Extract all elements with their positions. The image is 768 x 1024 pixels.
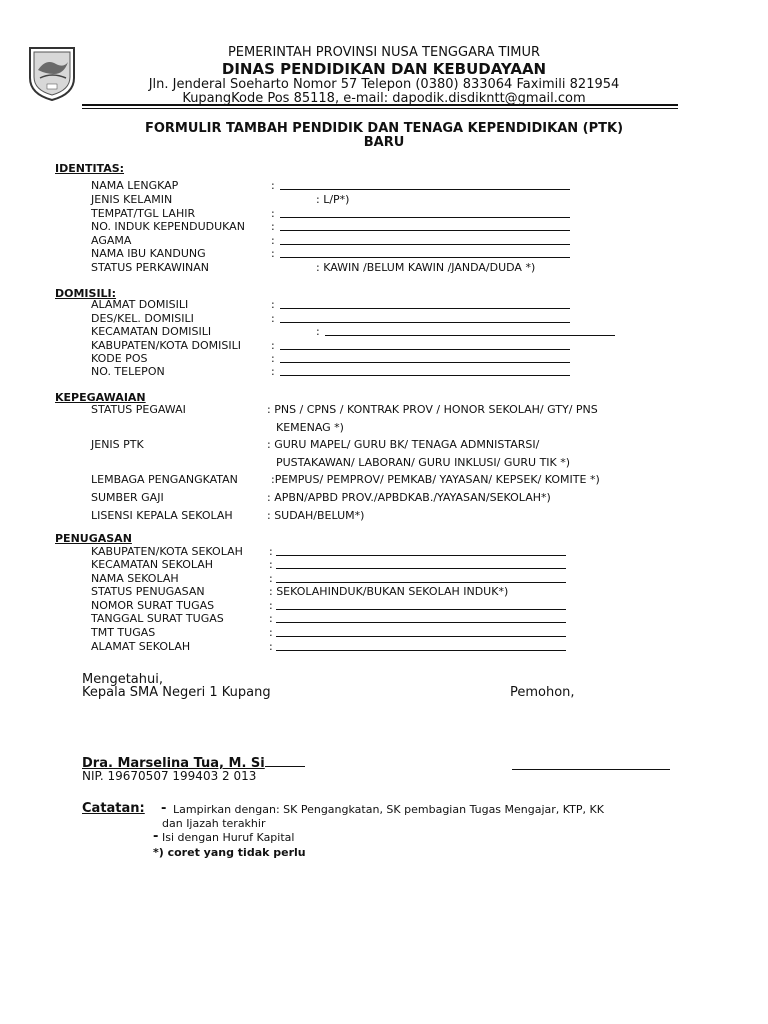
label-alamat-domisili: ALAMAT DOMISILI [91,298,189,311]
catatan-item3: *) coret yang tidak perlu [153,846,306,859]
value-lembaga-pengangkatan[interactable]: :PEMPUS/ PEMPROV/ PEMKAB/ YAYASAN/ KEPSEK/ KOMITE *) [271,473,600,486]
value-lisensi-kepala-sekolah[interactable]: : SUDAH/BELUM*) [267,509,365,522]
value-jenis-ptk-cont[interactable]: PUSTAKAWAN/ LABORAN/ GURU INKLUSI/ GURU TIK *) [276,456,571,469]
label-nik: NO. INDUK KEPENDUDUKAN [91,220,245,233]
label-tempat-tgl-lahir: TEMPAT/TGL LAHIR [91,207,196,220]
catatan-item2: Isi dengan Huruf Kapital [162,831,295,844]
header-rule-thin [82,108,678,109]
label-tmt-tugas: TMT TUGAS [91,626,156,639]
colon: : [269,545,273,558]
form-title-line1: FORMULIR TAMBAH PENDIDIK DAN TENAGA KEPENDIDIKAN (PTK) [144,121,624,136]
colon: : [271,312,275,325]
colon: : [316,325,320,338]
value-status-pegawai-cont[interactable]: KEMENAG *) [276,421,344,434]
section-domisili-heading: DOMISILI: [55,287,117,300]
field-kecamatan-sekolah[interactable] [276,558,566,569]
label-alamat-sekolah: ALAMAT SEKOLAH [91,640,191,653]
mengetahui-label: Mengetahui, [82,672,163,687]
header-government: PEMERINTAH PROVINSI NUSA TENGGARA TIMUR [227,45,541,60]
field-telepon[interactable] [280,365,570,376]
label-nomor-surat-tugas: NOMOR SURAT TUGAS [91,599,215,612]
field-nik[interactable] [280,220,570,231]
field-kabupaten-sekolah[interactable] [276,545,566,556]
pemohon-label: Pemohon, [510,685,575,700]
colon: : [269,612,273,625]
label-status-perkawinan: STATUS PERKAWINAN [91,261,210,274]
field-tanggal-surat-tugas[interactable] [276,612,566,623]
field-alamat-sekolah[interactable] [276,640,566,651]
section-identitas-heading: IDENTITAS: [55,162,125,175]
catatan-dash: - [161,801,167,816]
label-kecamatan-domisili: KECAMATAN DOMISILI [91,325,212,338]
colon: : [269,626,273,639]
value-sumber-gaji[interactable]: : APBN/APBD PROV./APBDKAB./YAYASAN/SEKOLAH*) [267,491,551,504]
header-address: Jln. Jenderal Soeharto Nomor 57 Telepon (0380) 833064 Faximili 821954 [148,77,620,92]
colon: : [269,558,273,571]
field-nama-ibu[interactable] [280,247,570,258]
label-lisensi-kepala-sekolah: LISENSI KEPALA SEKOLAH [91,509,233,522]
header-rule-thick [82,104,678,106]
colon: : [271,179,275,192]
value-jenis-kelamin[interactable]: : L/P*) [316,193,350,206]
value-status-perkawinan[interactable]: : KAWIN /BELUM KAWIN /JANDA/DUDA *) [316,261,536,274]
colon: : [271,339,275,352]
colon: : [269,640,273,653]
field-kode-pos[interactable] [280,352,570,363]
field-alamat-domisili[interactable] [280,298,570,309]
colon: : [271,365,275,378]
colon: : [269,572,273,585]
field-kabupaten-domisili[interactable] [280,339,570,350]
header-contact: KupangKode Pos 85118, e-mail: dapodik.disdikntt@gmail.com [182,91,586,106]
pemohon-signature-line[interactable] [512,759,670,770]
field-tmt-tugas[interactable] [276,626,566,637]
value-status-penugasan[interactable]: : SEKOLAHINDUK/BUKAN SEKOLAH INDUK*) [269,585,509,598]
colon: : [271,234,275,247]
label-nama-lengkap: NAMA LENGKAP [91,179,179,192]
label-kode-pos: KODE POS [91,352,148,365]
colon: : [271,247,275,260]
label-jenis-kelamin: JENIS KELAMIN [91,193,173,206]
colon: : [269,599,273,612]
catatan-item1-line1: Lampirkan dengan: SK Pengangkatan, SK pembagian Tugas Mengajar, KTP, KK [173,803,604,816]
catatan-item1-line2: dan Ijazah terakhir [162,817,266,830]
label-kecamatan-sekolah: KECAMATAN SEKOLAH [91,558,214,571]
form-title-line2: BARU [363,135,405,150]
label-agama: AGAMA [91,234,132,247]
field-nama-sekolah[interactable] [276,572,566,583]
catatan-label: Catatan: [82,801,145,816]
label-status-penugasan: STATUS PENUGASAN [91,585,205,598]
field-kecamatan-domisili[interactable] [325,325,615,336]
colon: : [271,352,275,365]
label-lembaga-pengangkatan: LEMBAGA PENGANGKATAN [91,473,238,486]
kepala-sekolah-nip: NIP. 19670507 199403 2 013 [82,769,257,783]
colon: : [271,220,275,233]
field-agama[interactable] [280,234,570,245]
name-underline-tail [265,757,305,767]
value-jenis-ptk[interactable]: : GURU MAPEL/ GURU BK/ TENAGA ADMNISTARSI/ [267,438,540,451]
field-des-kel[interactable] [280,312,570,323]
label-status-pegawai: STATUS PEGAWAI [91,403,186,416]
kepala-sekolah-label: Kepala SMA Negeri 1 Kupang [82,685,271,700]
kepala-sekolah-name-text: Dra. Marselina Tua, M. Si [82,756,265,771]
label-sumber-gaji: SUMBER GAJI [91,491,164,504]
label-telepon: NO. TELEPON [91,365,165,378]
field-nama-lengkap[interactable] [280,179,570,190]
section-kepegawaian-heading: KEPEGAWAIAN [55,391,146,404]
colon: : [271,298,275,311]
colon: : [271,207,275,220]
catatan-dash: - [153,829,159,844]
field-tempat-tgl-lahir[interactable] [280,207,570,218]
label-tanggal-surat-tugas: TANGGAL SURAT TUGAS [91,612,224,625]
section-penugasan-heading: PENUGASAN [55,532,132,545]
label-kabupaten-domisili: KABUPATEN/KOTA DOMISILI [91,339,241,352]
label-jenis-ptk: JENIS PTK [91,438,144,451]
label-kabupaten-sekolah: KABUPATEN/KOTA SEKOLAH [91,545,243,558]
value-status-pegawai[interactable]: : PNS / CPNS / KONTRAK PROV / HONOR SEKOLAH/ GTY/ PNS [267,403,598,416]
label-nama-ibu: NAMA IBU KANDUNG [91,247,206,260]
header-agency: DINAS PENDIDIKAN DAN KEBUDAYAAN [221,60,547,78]
label-nama-sekolah: NAMA SEKOLAH [91,572,179,585]
field-nomor-surat-tugas[interactable] [276,599,566,610]
label-des-kel: DES/KEL. DOMISILI [91,312,194,325]
